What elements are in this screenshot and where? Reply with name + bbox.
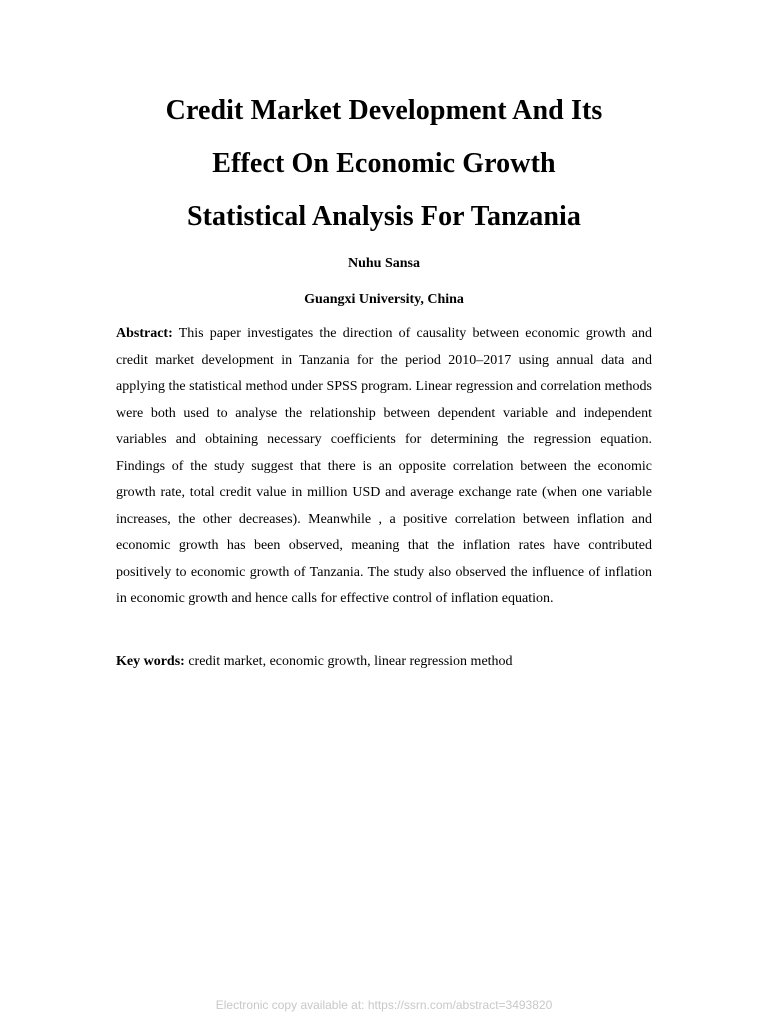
abstract bbox=[116, 321, 652, 613]
abstract-label: Abstract: bbox=[116, 326, 173, 341]
title-line-1: Credit Market Development And Its bbox=[165, 95, 603, 126]
author-affiliation: Guangxi University, China bbox=[304, 292, 464, 307]
abstract-text: This paper investigates the direction of causality between economic growth and credit market development in Tanzania for the period 2010–2017 using annual data and applying the statistical method under SPSS program. Linear regression and correlation methods were both used to analyse the relationship between dependent variable and independent variables and obtaining necessary coefficients for determining the regression equation. Findings of the study suggest that there is an opposite correlation between the economic growth rate, total credit value in million USD and average exchange rate (when one variable increases, the other decreases). Meanwhile , a positive correlation between inflation and economic growth has been observed, meaning that the inflation rates have contributed positively to economic growth of Tanzania. The study also observed the influence of inflation in economic growth and hence calls for effective control of inflation equation. bbox=[116, 326, 652, 606]
footer-ssrn-link[interactable]: Electronic copy available at: https://ssrn.com/abstract=3493820 bbox=[215, 998, 553, 1012]
keywords-label: Key words: bbox=[116, 654, 185, 669]
author-name: Nuhu Sansa bbox=[348, 256, 420, 271]
keywords bbox=[116, 651, 652, 673]
keywords-text: credit market, economic growth, linear regression method bbox=[188, 654, 513, 669]
title-line-2: Effect On Economic Growth bbox=[212, 148, 556, 179]
title-line-3: Statistical Analysis For Tanzania bbox=[186, 201, 582, 232]
paper-title bbox=[0, 84, 768, 243]
